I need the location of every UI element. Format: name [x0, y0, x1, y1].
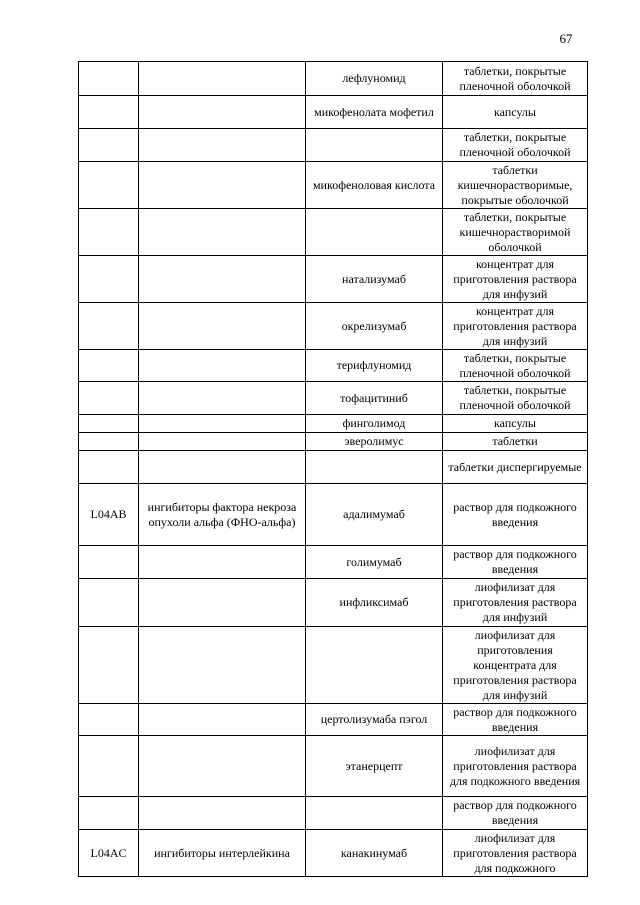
table-row — [79, 546, 588, 579]
dosage-form-cell: таблетки, покрытые пленочной оболочкой — [443, 382, 588, 415]
table-row — [79, 382, 588, 415]
drug-name-cell: микофеноловая кислота — [306, 162, 443, 209]
drug-name-cell: адалимумаб — [306, 484, 443, 546]
atc-code-cell — [79, 96, 139, 129]
atc-code-cell — [79, 433, 139, 451]
table-row — [79, 797, 588, 830]
atc-code-cell — [79, 797, 139, 830]
group-cell — [139, 62, 306, 96]
group-cell: ингибиторы фактора некроза опухоли альфа (ФНО-альфа) — [139, 484, 306, 546]
atc-code-cell — [79, 303, 139, 350]
drug-name-cell: голимумаб — [306, 546, 443, 579]
group-cell: ингибиторы интерлейкина — [139, 830, 306, 877]
group-cell — [139, 382, 306, 415]
atc-code-cell — [79, 579, 139, 627]
drug-name-cell: финголимод — [306, 415, 443, 433]
drug-name-cell — [306, 797, 443, 830]
dosage-form-cell: таблетки диспергируемые — [443, 451, 588, 484]
drug-name-cell: канакинумаб — [306, 830, 443, 877]
atc-code-cell: L04AB — [79, 484, 139, 546]
table-row — [79, 350, 588, 382]
dosage-form-cell: капсулы — [443, 415, 588, 433]
table-row — [79, 96, 588, 129]
group-cell — [139, 736, 306, 797]
group-cell — [139, 546, 306, 579]
dosage-form-cell: таблетки — [443, 433, 588, 451]
table-row — [79, 62, 588, 96]
drug-name-cell: инфликсимаб — [306, 579, 443, 627]
dosage-form-cell: лиофилизат для приготовления раствора для подкожного — [443, 830, 588, 877]
drug-name-cell: лефлуномид — [306, 62, 443, 96]
atc-code-cell — [79, 546, 139, 579]
dosage-form-cell: таблетки, покрытые пленочной оболочкой — [443, 62, 588, 96]
drug-name-cell — [306, 129, 443, 162]
group-cell — [139, 350, 306, 382]
table-row — [79, 627, 588, 704]
group-cell — [139, 579, 306, 627]
atc-code-cell — [79, 62, 139, 96]
dosage-form-cell: концентрат для приготовления раствора для инфузий — [443, 256, 588, 303]
drug-name-cell: натализумаб — [306, 256, 443, 303]
atc-code-cell — [79, 451, 139, 484]
dosage-form-cell: раствор для подкожного введения — [443, 797, 588, 830]
table-row — [79, 162, 588, 209]
atc-code-cell — [79, 704, 139, 736]
table-row — [79, 736, 588, 797]
drug-name-cell: окрелизумаб — [306, 303, 443, 350]
drug-name-cell: этанерцепт — [306, 736, 443, 797]
drug-name-cell: тофацитиниб — [306, 382, 443, 415]
table-row — [79, 433, 588, 451]
dosage-form-cell: таблетки кишечнорастворимые, покрытые оболочкой — [443, 162, 588, 209]
dosage-form-cell: лиофилизат для приготовления концентрата для приготовления раствора для инфузий — [443, 627, 588, 704]
atc-code-cell — [79, 209, 139, 256]
drug-name-cell: терифлуномид — [306, 350, 443, 382]
drug-name-cell — [306, 627, 443, 704]
group-cell — [139, 627, 306, 704]
dosage-form-cell: лиофилизат для приготовления раствора для инфузий — [443, 579, 588, 627]
table-row — [79, 579, 588, 627]
table-row — [79, 415, 588, 433]
table-row — [79, 484, 588, 546]
group-cell — [139, 303, 306, 350]
table-row — [79, 303, 588, 350]
table-row — [79, 830, 588, 877]
dosage-form-cell: раствор для подкожного введения — [443, 484, 588, 546]
table-row — [79, 704, 588, 736]
atc-code-cell — [79, 382, 139, 415]
atc-code-cell — [79, 162, 139, 209]
group-cell — [139, 162, 306, 209]
drug-name-cell — [306, 451, 443, 484]
page-number: 67 — [559, 31, 573, 46]
table-row — [79, 209, 588, 256]
atc-code-cell — [79, 350, 139, 382]
table-row — [79, 256, 588, 303]
drug-name-cell: микофенолата мофетил — [306, 96, 443, 129]
atc-code-cell: L04AC — [79, 830, 139, 877]
group-cell — [139, 797, 306, 830]
atc-code-cell — [79, 627, 139, 704]
dosage-form-cell: концентрат для приготовления раствора для инфузий — [443, 303, 588, 350]
table-row — [79, 451, 588, 484]
dosage-form-cell: лиофилизат для приготовления раствора для подкожного введения — [443, 736, 588, 797]
table-row — [79, 129, 588, 162]
drug-name-cell — [306, 209, 443, 256]
group-cell — [139, 704, 306, 736]
atc-code-cell — [79, 736, 139, 797]
dosage-form-cell: раствор для подкожного введения — [443, 546, 588, 579]
drug-name-cell: цертолизумаба пэгол — [306, 704, 443, 736]
atc-code-cell — [79, 129, 139, 162]
group-cell — [139, 415, 306, 433]
group-cell — [139, 129, 306, 162]
atc-code-cell — [79, 256, 139, 303]
drug-name-cell: эверолимус — [306, 433, 443, 451]
dosage-form-cell: капсулы — [443, 96, 588, 129]
group-cell — [139, 433, 306, 451]
group-cell — [139, 451, 306, 484]
group-cell — [139, 209, 306, 256]
atc-code-cell — [79, 415, 139, 433]
dosage-form-cell: таблетки, покрытые пленочной оболочкой — [443, 350, 588, 382]
dosage-form-cell: таблетки, покрытые кишечнорастворимой оболочкой — [443, 209, 588, 256]
dosage-form-cell: таблетки, покрытые пленочной оболочкой — [443, 129, 588, 162]
dosage-form-cell: раствор для подкожного введения — [443, 704, 588, 736]
group-cell — [139, 96, 306, 129]
group-cell — [139, 256, 306, 303]
drug-table — [78, 61, 588, 877]
